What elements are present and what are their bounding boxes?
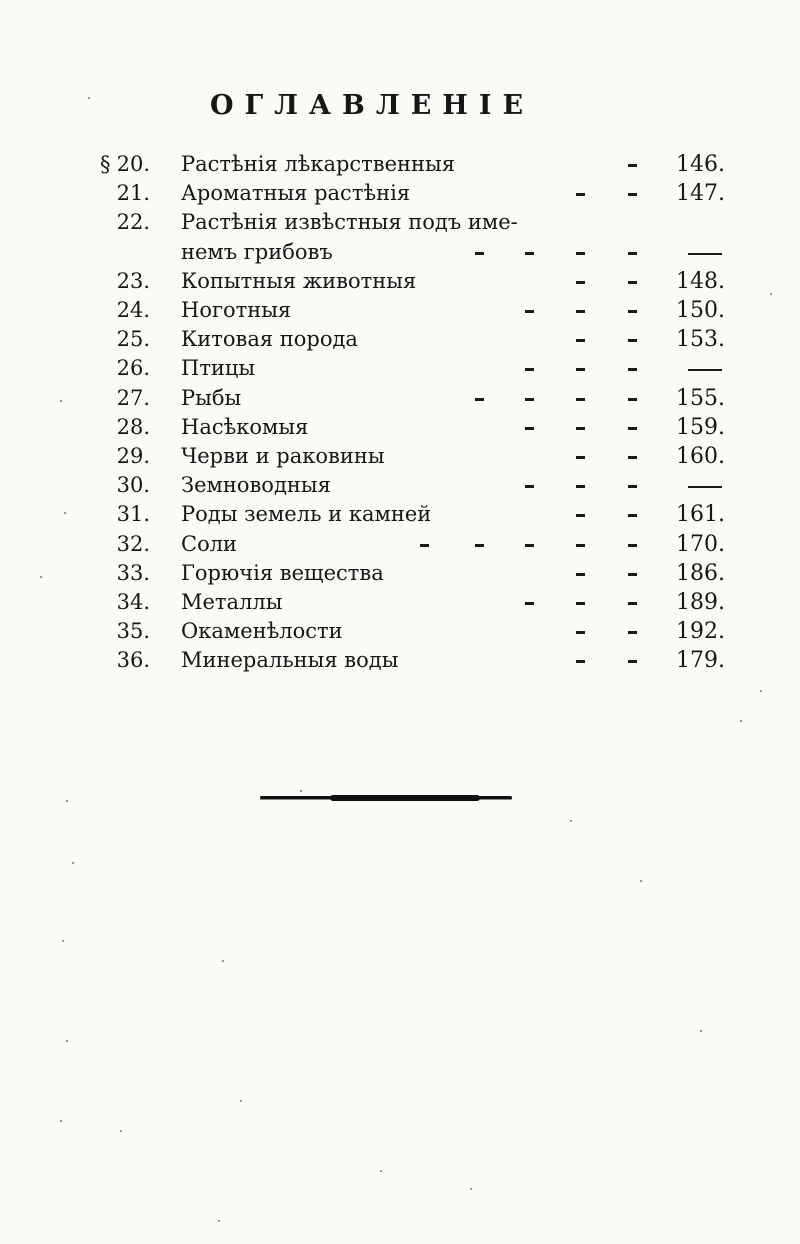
paper-speck — [770, 293, 772, 295]
leader-dash — [628, 281, 637, 284]
leader-dash — [628, 252, 637, 255]
leader-dash — [525, 485, 534, 488]
paper-speck — [66, 1040, 68, 1042]
leader-dash — [576, 544, 585, 547]
paper-speck — [62, 940, 64, 942]
toc-entry-number: 20. — [116, 152, 150, 176]
leader-dash — [628, 368, 637, 371]
toc-entry — [0, 588, 800, 617]
toc-entry — [0, 646, 800, 675]
leader-dash — [576, 514, 585, 517]
leader-dash — [576, 339, 585, 342]
leader-dash — [628, 573, 637, 576]
leader-dash — [576, 660, 585, 663]
toc-entry-label: Минеральныя воды — [181, 648, 399, 673]
toc-entry-label: Земноводныя — [181, 473, 331, 498]
toc-entry-label: Птицы — [181, 356, 256, 381]
toc-entry-label: Насѣкомыя — [181, 414, 309, 439]
toc-entry-number: 27. — [116, 385, 150, 410]
paper-speck — [760, 690, 762, 692]
leader-dash — [628, 427, 637, 430]
leader-dash — [576, 310, 585, 313]
leader-dash — [576, 573, 585, 576]
toc-entry-page-ditto — [688, 486, 722, 488]
leader-dash — [525, 368, 534, 371]
leader-dash — [475, 544, 484, 547]
toc-entry-label: Растѣнія извѣстныя подъ име- — [181, 210, 518, 235]
toc-entry-label: немъ грибовъ — [181, 239, 333, 264]
leader-dash — [576, 398, 585, 401]
leader-dash — [525, 427, 534, 430]
toc-entry-number: 30. — [116, 473, 150, 498]
toc-entry-number: 32. — [116, 531, 150, 556]
paper-speck — [380, 1170, 382, 1172]
paper-speck — [240, 1100, 242, 1102]
toc-entry-page-ditto — [688, 369, 722, 371]
toc-entry — [0, 238, 800, 267]
leader-dash — [576, 631, 585, 634]
leader-dash — [525, 310, 534, 313]
toc-entry — [0, 325, 800, 354]
leader-dash — [628, 631, 637, 634]
toc-entry-number: 25. — [116, 327, 150, 352]
toc-entry-label: Рыбы — [181, 385, 242, 410]
toc-entry-label: Соли — [181, 531, 238, 556]
toc-entry-number: 26. — [116, 356, 150, 381]
paper-speck — [700, 1030, 702, 1032]
toc-entry-page: 153. — [676, 327, 725, 353]
leader-dash — [576, 602, 585, 605]
paper-speck — [60, 1120, 62, 1122]
leader-dash — [576, 368, 585, 371]
page-title: ОГЛАВЛЕНІЕ — [210, 90, 535, 121]
leader-dash — [525, 544, 534, 547]
toc-entry-label: Копытныя животныя — [181, 268, 417, 293]
toc-entry-page: 186. — [676, 560, 725, 586]
leader-dash — [628, 193, 637, 196]
paper-speck — [88, 97, 90, 99]
paper-speck — [72, 862, 74, 864]
toc-entry-label: Металлы — [181, 590, 283, 614]
leader-dash — [628, 456, 637, 459]
toc-entry-number: 33. — [116, 560, 150, 585]
toc-entry-label: Роды земель и камней — [181, 502, 432, 527]
toc-entry — [0, 530, 800, 559]
toc-entry — [0, 471, 800, 500]
toc-entry-page: 179. — [676, 648, 725, 674]
toc-entry-page-ditto — [688, 253, 722, 255]
toc-entry-page: 160. — [676, 444, 725, 469]
paper-speck — [222, 960, 224, 962]
leader-dash — [525, 602, 534, 605]
toc-entry — [0, 617, 800, 646]
toc-entry — [0, 150, 800, 179]
toc-entry-number: 31. — [116, 502, 150, 527]
toc-entry — [0, 296, 800, 325]
leader-dash — [576, 281, 585, 284]
paper-speck — [64, 512, 66, 514]
toc-entry-number: 28. — [116, 414, 150, 439]
paper-speck — [40, 576, 42, 578]
toc-entry-label: Растѣнія лѣкарственныя — [181, 152, 456, 176]
toc-entry-page: 147. — [676, 181, 725, 207]
leader-dash — [576, 456, 585, 459]
leader-dash — [475, 398, 484, 401]
toc-entry-page: 192. — [676, 619, 725, 645]
leader-dash — [576, 193, 585, 196]
toc-entry — [0, 354, 800, 383]
toc-entry — [0, 267, 800, 296]
paper-speck — [740, 720, 742, 722]
toc-entry-page: 189. — [676, 590, 725, 615]
toc-entry-number: 36. — [116, 648, 150, 673]
toc-entry — [0, 559, 800, 588]
leader-dash — [628, 310, 637, 313]
toc-entry-page: 159. — [676, 414, 725, 440]
toc-entry-label: Горючія вещества — [181, 560, 384, 585]
leader-dash — [628, 398, 637, 401]
toc-entry — [0, 208, 800, 237]
leader-dash — [628, 339, 637, 342]
paper-speck — [570, 820, 572, 822]
leader-dash — [475, 252, 484, 255]
leader-dash — [576, 427, 585, 430]
toc-entry — [0, 179, 800, 208]
toc-entry-page: 170. — [676, 531, 725, 557]
paper-speck — [66, 800, 68, 802]
toc-entry-number: 29. — [116, 444, 150, 468]
toc-entry-number: 22. — [116, 210, 150, 235]
toc-entry-number: 34. — [116, 590, 150, 614]
toc-entry — [0, 500, 800, 529]
leader-dash — [628, 660, 637, 663]
toc-entry-number: 35. — [116, 619, 150, 644]
decorative-rule — [260, 795, 512, 801]
toc-entry-page: 155. — [676, 385, 725, 411]
toc-entry-page: 161. — [676, 502, 725, 528]
leader-dash — [576, 485, 585, 488]
leader-dash — [525, 252, 534, 255]
toc-entry-number: 23. — [116, 268, 150, 293]
paper-speck — [640, 880, 642, 882]
toc-entry-page: 146. — [676, 152, 725, 177]
paper-speck — [470, 1188, 472, 1190]
toc-entry-label: Китовая порода — [181, 327, 358, 352]
toc-entry — [0, 413, 800, 442]
toc-entry-label: Ароматныя растѣнія — [181, 181, 411, 206]
leader-dash — [628, 164, 637, 167]
leader-dash — [628, 602, 637, 605]
section-sign: § — [100, 152, 111, 176]
leader-dash — [576, 252, 585, 255]
toc-entry-label: Окаменѣлости — [181, 619, 343, 644]
toc-entry-number: 21. — [116, 181, 150, 206]
leader-dash — [628, 544, 637, 547]
toc-entry — [0, 384, 800, 413]
toc-entry-label: Ноготныя — [181, 298, 292, 322]
toc-entry-number: 24. — [116, 298, 150, 322]
toc-entry-page: 150. — [676, 298, 725, 323]
paper-speck — [60, 400, 62, 402]
leader-dash — [525, 398, 534, 401]
leader-dash — [628, 514, 637, 517]
toc-entry — [0, 442, 800, 471]
toc-entry-page: 148. — [676, 268, 725, 294]
leader-dash — [420, 544, 429, 547]
leader-dash — [628, 485, 637, 488]
paper-speck — [218, 1220, 220, 1222]
paper-speck — [120, 1130, 122, 1132]
toc-entry-label: Черви и раковины — [181, 444, 385, 468]
paper-speck — [300, 790, 302, 792]
